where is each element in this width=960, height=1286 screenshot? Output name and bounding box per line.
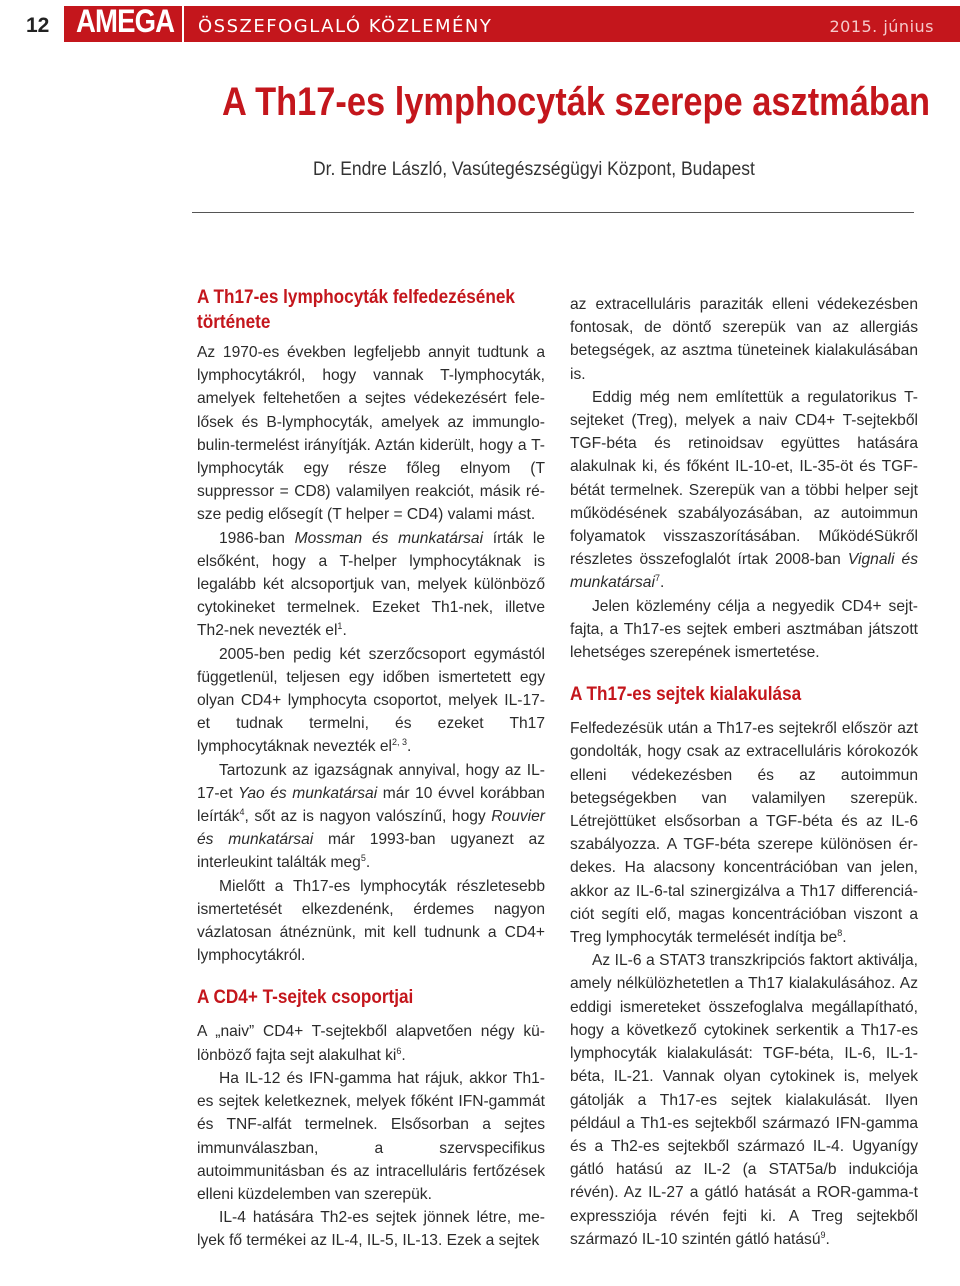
heading-line: A Th17-es lymphocyták felfedezésének <box>197 286 515 308</box>
section-heading-th17: A Th17-es sejtek kialakulása <box>570 683 802 706</box>
paragraph: 2005-ben pedig két szerzőcsoport egymástól függetlenül, teljesen egy időben ismertetett egy olyan CD4+ lymphocyta csoportot, melyek IL-17-et tudnak termelni, és ezeket Th17 lymphocytáknak nevezték el$^{2, 3}$. <box>197 645 545 756</box>
paragraph: Eddig még nem említettük a regulatorikus T-sejteket (Treg), melyek a naiv CD4+ T-sejtekből TGF-béta és retinoidsav együttes hatására alakulnak ki, és főként IL-10-et, IL-35-öt és TGF-bétát termelnek. Szerepük van a többi helper sejt működésének szabályozásában, az autoimmun folyamatok visszaszorításában. MűködéSükről részletes összefoglalót írtak 2008-ban Vignali és munkatársai$^7$. <box>570 388 918 592</box>
paragraph: Mielőtt a Th17-es lymphocyták részletesebb ismertetését elkezdenénk, érdemes nagyon vázlatosan átnéznünk, mit kell tudnunk a CD4+ lymphocytákról. <box>197 877 545 965</box>
paragraph: Az 1970-es években legfeljebb annyit tudtunk a lymphocytákról, hogy vannak T-lymphocyták, amelyek feltehetően a sejtes védekezésért felelősek és B-lymphocyták, amelyek az immunglobulin-termelést irányítják. Aztán kiderült, hogy a T-lymphocyták egy része főleg elnyom (T suppressor = CD8) valamilyen reakciót, másik része pedig elősegít (T helper = CD4) valami mást. <box>197 344 545 524</box>
paragraph: 1986-ban Mossman és munkatársai írták le elsőként, hogy a T-helper lymphocytáknak is legalább két alcsoportjuk van, melyek különböző cytokineket termelnek. Ezeket Th1-nek, illetve Th2-nek nevezték $el^1$. <box>197 529 545 640</box>
page-header <box>0 0 960 44</box>
citation: 9 <box>820 1229 826 1240</box>
paragraph: Tartozunk az igazságnak annyival, hogy az IL-17-et Yao és munkatársai már 10 évvel korábban leírták$^4$, sőt az is nagyon valószínű, hogy Rouvier és munkatársai már 1993-ban ugyanezt az interleukint találták meg$^5$. <box>197 761 545 872</box>
article-title: A Th17-es lymphocyták szerepe asztmában <box>222 80 931 124</box>
section-heading-history <box>197 285 515 335</box>
paragraph: Felfedezésük után a Th17-es sejtekről először azt gondolták, hogy csak az extracelluláris kórokozók elleni védekezésben és az autoimmun betegségekben van valamilyen szerepük. Létrejöttüket elsősorban a TGF-béta és az IL-6 szabályozza. A TGF-béta szerepe különösen érdekes. Ha alacsony koncentrációban van jelen, akkor az IL-6-tal szinergizálva a Th17 differenciációt segíti elő, magas koncentrációban viszont a Treg lymphocyták termelését indítja $be^8$. <box>570 720 918 947</box>
publication-type: ÖSSZEFOGLALÓ KÖZLEMÉNY <box>198 16 493 37</box>
paragraph: IL-4 hatására Th2-es sejtek jönnek létre, melyek fő termékei az IL-4, IL-5, IL-13. Ezek a sejtek <box>197 1209 545 1250</box>
paragraph: az extracelluláris paraziták elleni védekezésben fontosak, de döntő szerepük van az allergiás betegségek, az asztma tüneteinek kialakulásában is. <box>570 296 918 383</box>
paragraph: Az IL-6 a STAT3 transzkripciós faktort aktiválja, amely nélkülözhetetlen a Th17 kialakulásához. Az eddigi ismereteket összefoglalva megállapítható, hogy a következő cytokinek serkentik a Th17-es lymphocyták kialakulását: TGF-béta, IL-6, IL-1-béta, IL-21. Vannak olyan cytokinek is, melyek gátolják a Th17-es sejtek kialakulását. Ilyen például a Th1-es sejtekből származó IFN-gamma és a Th2-es sejtekből származó IL-4. Ugyanígy gátló hatású az IL-2 (a STAT5a/b indukciója révén). Az IL-27 a gátló hatását a ROR-gamma-t expressziója révén fejti ki. A Treg sejtekből származó IL-10 szintén gátló hatású$^9$. <box>570 952 918 1248</box>
right-column <box>570 293 918 1251</box>
citation: 7 <box>654 573 660 584</box>
paragraph: Ha IL-12 és IFN-gamma hat rájuk, akkor Th1-es sejtek keletkeznek, melyek főként IFN-gammát és TNF-alfát termelnek. Elsősorban a sejtes immunválaszban, a szervspecifikus autoimmunitásban és az intracelluláris fertőzések elleni küzdelemben van szerepük. <box>197 1069 545 1203</box>
citation: 2, 3 <box>392 737 408 748</box>
left-column <box>197 285 545 1253</box>
citation: 4 <box>239 807 245 818</box>
article-author: Dr. Endre László, Vasútegészségügyi Központ, Budapest <box>313 159 755 180</box>
citation: 1 <box>337 621 343 632</box>
title-divider <box>192 212 914 213</box>
citation: 6 <box>396 1045 402 1056</box>
issue-date: 2015. június <box>829 17 934 36</box>
paragraph: Jelen közlemény célja a negyedik CD4+ sejtfajta, a Th17-es sejtek emberi asztmában játszott lehetséges szerepének ismertetése. <box>570 597 918 662</box>
page-number: 12 <box>26 14 50 37</box>
logo-divider <box>182 6 184 42</box>
section-heading-cd4: A CD4+ T-sejtek csoportjai <box>197 986 414 1009</box>
citation: 5 <box>360 853 366 864</box>
heading-line: története <box>197 311 271 333</box>
citation: 8 <box>837 928 843 939</box>
journal-logo: AMEGA <box>76 3 175 39</box>
paragraph: A „naiv” CD4+ T-sejtekből alapvetően négy különböző fajta sejt alakulhat $ki^6$. <box>197 1023 545 1064</box>
